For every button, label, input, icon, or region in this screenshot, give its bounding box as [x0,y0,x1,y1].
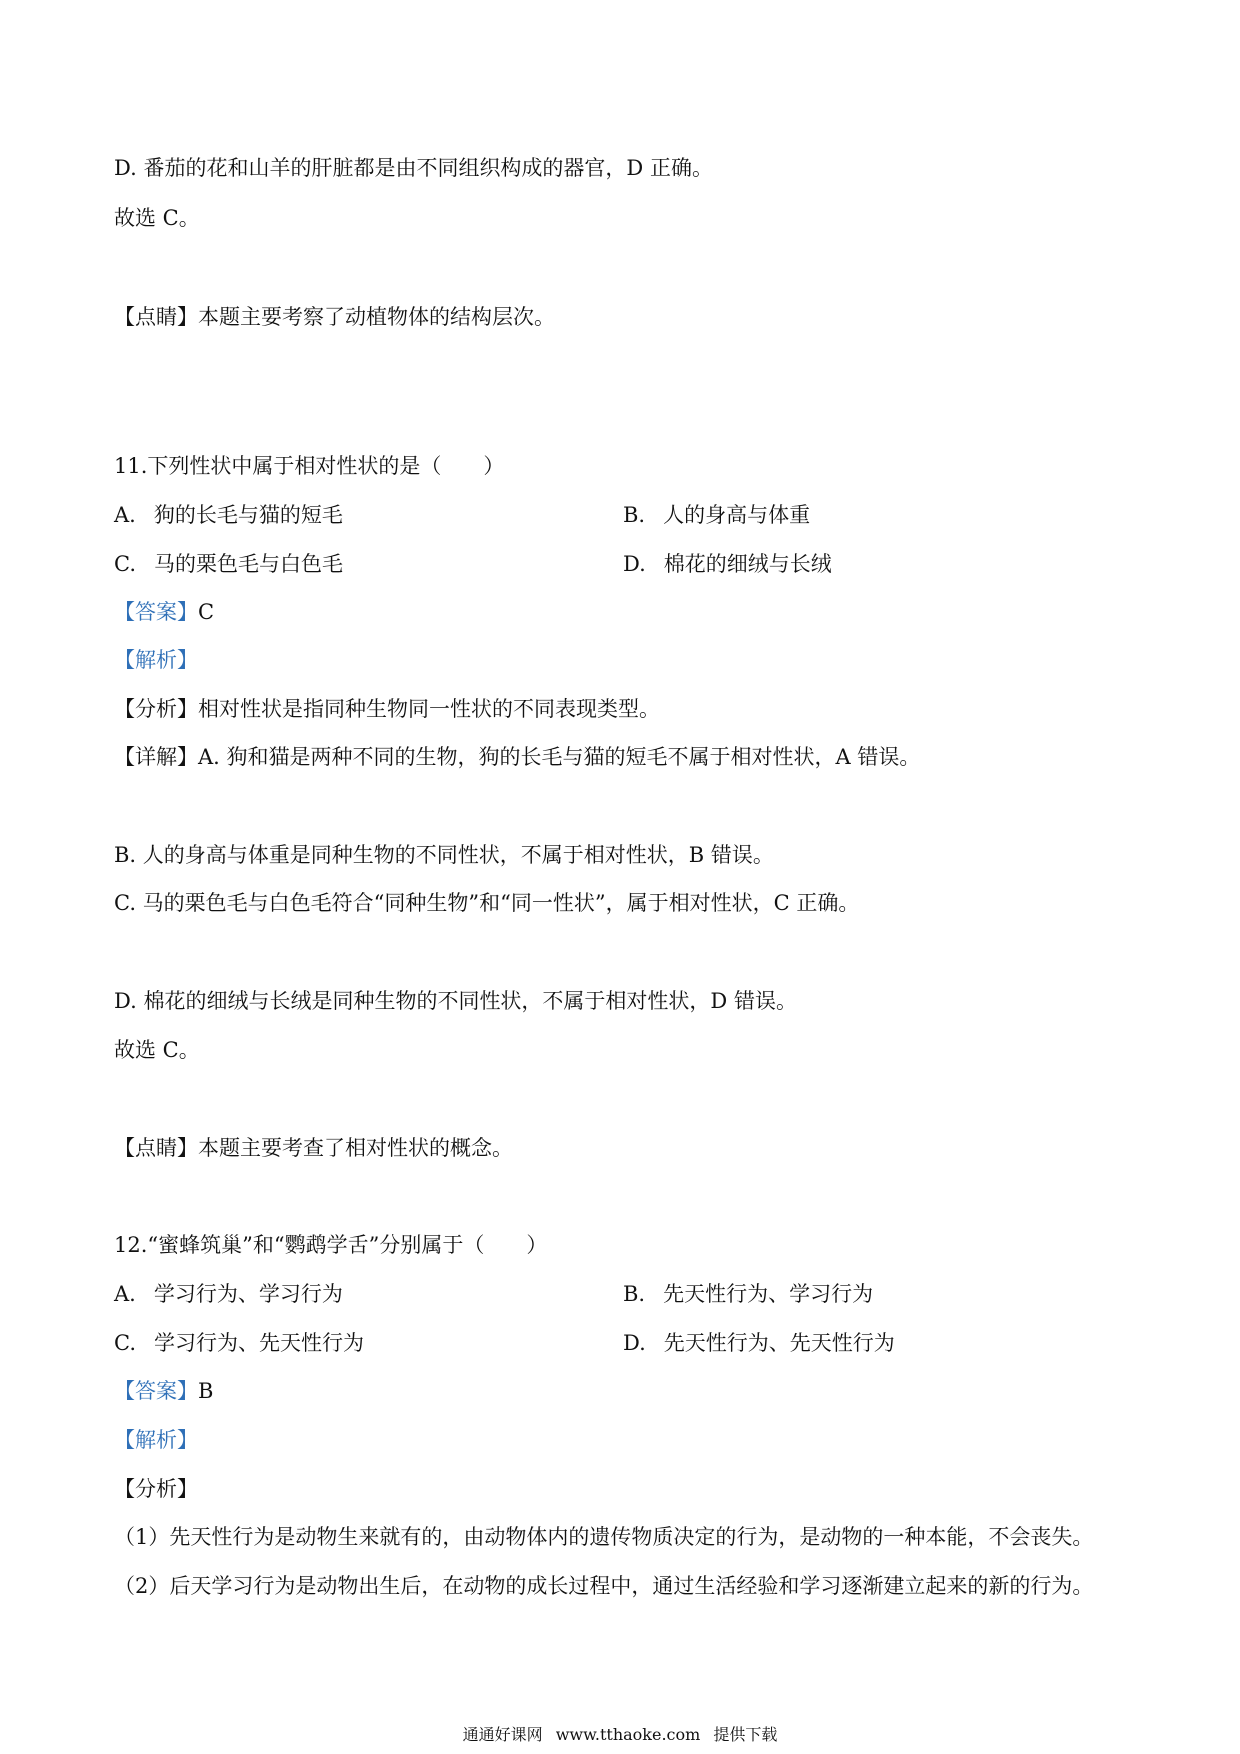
q11-jiexi-label: 【解析】 [114,648,198,672]
q11-option-c [114,550,343,578]
q12-jiexi-label: 【解析】 [114,1428,198,1452]
q11-option-d [623,550,832,578]
q11-option-d-explanation: D. 棉花的细绒与长绒是同种生物的不同性状，不属于相对性状，D 错误。 [114,989,797,1013]
q12-stem: 12.“蜜蜂筑巢”和“鹦鹉学舌”分别属于（ ） [114,1233,548,1257]
q11-option-d-letter: D. [623,552,646,576]
q12-option-c-text: 学习行为、先天性行为 [154,1331,364,1355]
q12-option-d-letter: D. [623,1331,646,1355]
q11-option-b [623,501,810,529]
q11-choose-statement: 故选 C。 [114,1038,200,1062]
q11-answer-value: C [198,600,215,624]
footer-url[interactable]: www.tthaoke.com [555,1725,701,1744]
q11-option-a-text: 狗的长毛与猫的短毛 [153,503,343,527]
q10-choose-statement: 故选 C。 [114,206,200,230]
q11-option-a [114,501,343,529]
q11-fenxi: 【分析】相对性状是指同种生物同一性状的不同表现类型。 [114,697,660,721]
footer-suffix: 提供下载 [713,1725,778,1744]
q12-point-1: （1）先天性行为是动物生来就有的，由动物体内的遗传物质决定的行为，是动物的一种本能，不会丧失。 [114,1525,1094,1549]
footer-site-name: 通通好课网 [462,1725,543,1744]
q11-dianjing: 【点睛】本题主要考查了相对性状的概念。 [114,1136,513,1160]
q11-option-c-explanation: C. 马的栗色毛与白色毛符合“同种生物”和“同一性状”，属于相对性状，C 正确。 [114,891,860,915]
q12-answer-label: 【答案】 [114,1379,198,1403]
q12-answer [114,1377,213,1405]
q12-option-c [114,1329,364,1357]
q11-option-b-letter: B. [623,503,646,527]
q12-option-d [623,1329,895,1357]
q11-option-b-text: 人的身高与体重 [663,503,811,527]
q10-option-d-explanation: D. 番茄的花和山羊的肝脏都是由不同组织构成的器官，D 正确。 [114,156,713,180]
page-footer [0,1724,1240,1746]
q12-option-b-text: 先天性行为、学习行为 [663,1282,874,1306]
q12-point-2: （2）后天学习行为是动物出生后，在动物的成长过程中，通过生活经验和学习逐渐建立起来的新的行为。 [114,1574,1094,1598]
q11-answer-label: 【答案】 [114,600,198,624]
q11-stem: 11.下列性状中属于相对性状的是（ ） [114,454,505,478]
q12-answer-value: B [198,1379,214,1403]
q11-option-a-letter: A. [114,503,136,527]
q12-option-a-letter: A. [114,1282,136,1306]
q11-answer [114,598,214,626]
q11-option-c-text: 马的栗色毛与白色毛 [154,552,343,576]
q12-option-b [623,1280,873,1308]
q12-option-c-letter: C. [114,1331,136,1355]
q10-dianjing: 【点睛】本题主要考察了动植物体的结构层次。 [114,305,555,329]
q12-option-a [114,1280,343,1308]
q11-option-d-text: 棉花的细绒与长绒 [663,552,832,576]
q11-option-c-letter: C. [114,552,136,576]
q12-fenxi-label: 【分析】 [114,1477,198,1501]
q11-xiangjie: 【详解】A. 狗和猫是两种不同的生物，狗的长毛与猫的短毛不属于相对性状，A 错误。 [114,745,921,769]
q12-option-b-letter: B. [623,1282,646,1306]
q11-option-b-explanation: B. 人的身高与体重是同种生物的不同性状，不属于相对性状，B 错误。 [114,843,774,867]
q12-option-a-text: 学习行为、学习行为 [153,1282,343,1306]
q12-option-d-text: 先天性行为、先天性行为 [663,1331,895,1355]
